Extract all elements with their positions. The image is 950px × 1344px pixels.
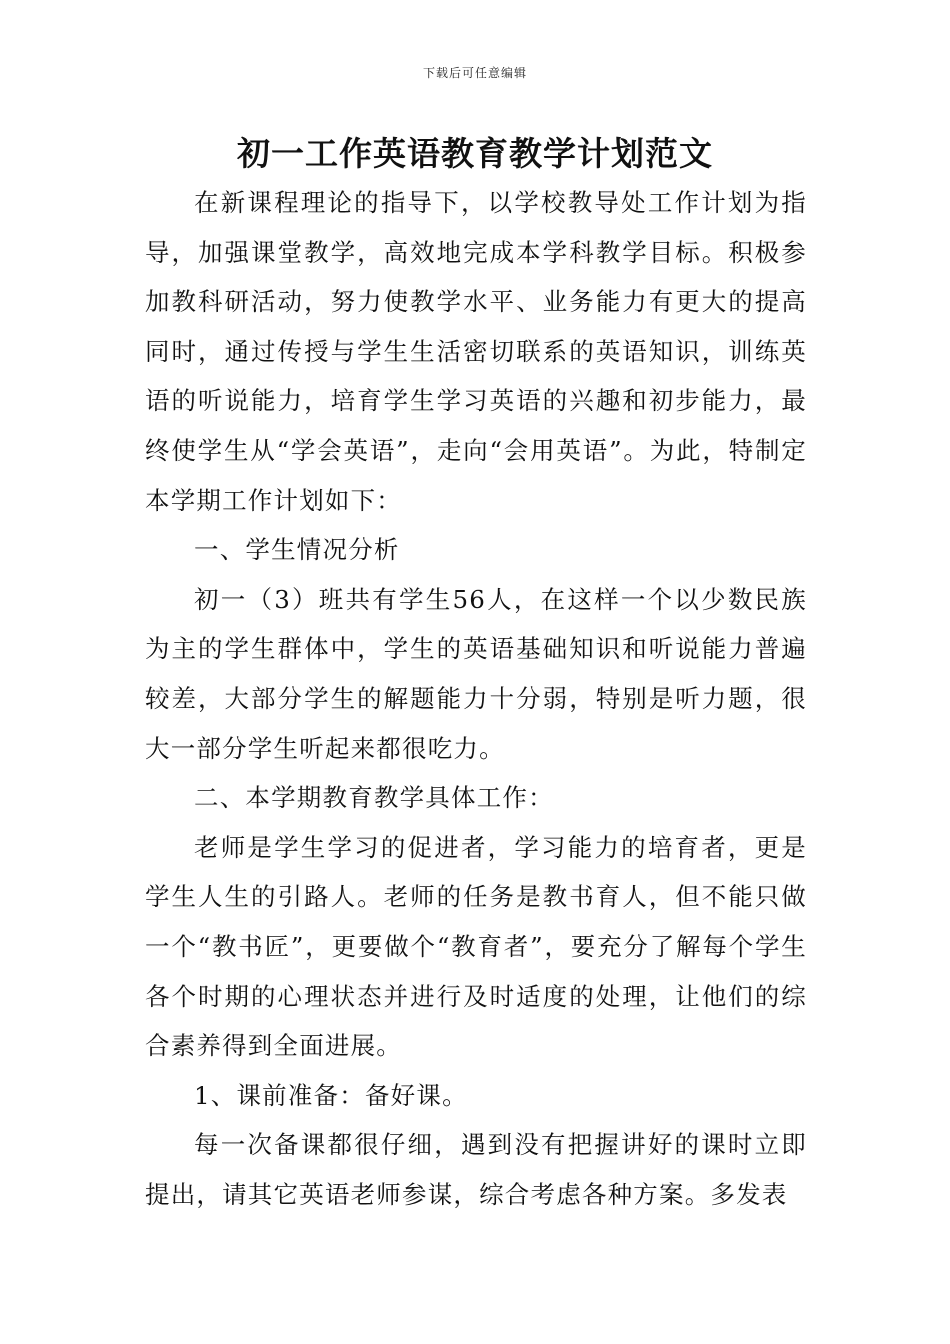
paragraph-intro: 在新课程理论的指导下，以学校教导处工作计划为指导，加强课堂教学，高效地完成本学科教学目标。积极参加教科研活动，努力使教学水平、业务能力有更大的提高同时，通过传授与学生生活密切联系的英语知识，训练英语的听说能力，培育学生学习英语的兴趣和初步能力，最终使学生从“学会英语”，走向“会用英语”。为此，特制定本学期工作计划如下： xyxy=(145,188,807,515)
header-note: 下载后可任意编辑 xyxy=(422,66,527,80)
paragraph-student-analysis: 初一（3）班共有学生56人，在这样一个以少数民族为主的学生群体中，学生的英语基础知识和听说能力普遍较差，大部分学生的解题能力十分弱，特别是听力题，很大一部分学生听起来都很吃力。 xyxy=(145,584,807,763)
section-heading-student-analysis: 一、学生情况分析 xyxy=(194,535,400,565)
document-title: 初一工作英语教育教学计划范文 xyxy=(237,134,713,173)
paragraph-lesson-prep: 每一次备课都很仔细，遇到没有把握讲好的课时立即提出，请其它英语老师参谋，综合考虑各种方案。多发表 xyxy=(145,1130,807,1209)
section-heading-teaching-work: 二、本学期教育教学具体工作： xyxy=(194,783,554,813)
subsection-heading-lesson-prep: 1、课前准备：备好课。 xyxy=(194,1080,468,1110)
paragraph-teacher-role: 老师是学生学习的促进者，学习能力的培育者，更是学生人生的引路人。老师的任务是教书育人，但不能只做一个“教书匠”，更要做个“教育者”，要充分了解每个学生各个时期的心理状态并进行及时适度的处理，让他们的综合素养得到全面进展。 xyxy=(145,832,807,1061)
document-body xyxy=(145,178,807,1219)
